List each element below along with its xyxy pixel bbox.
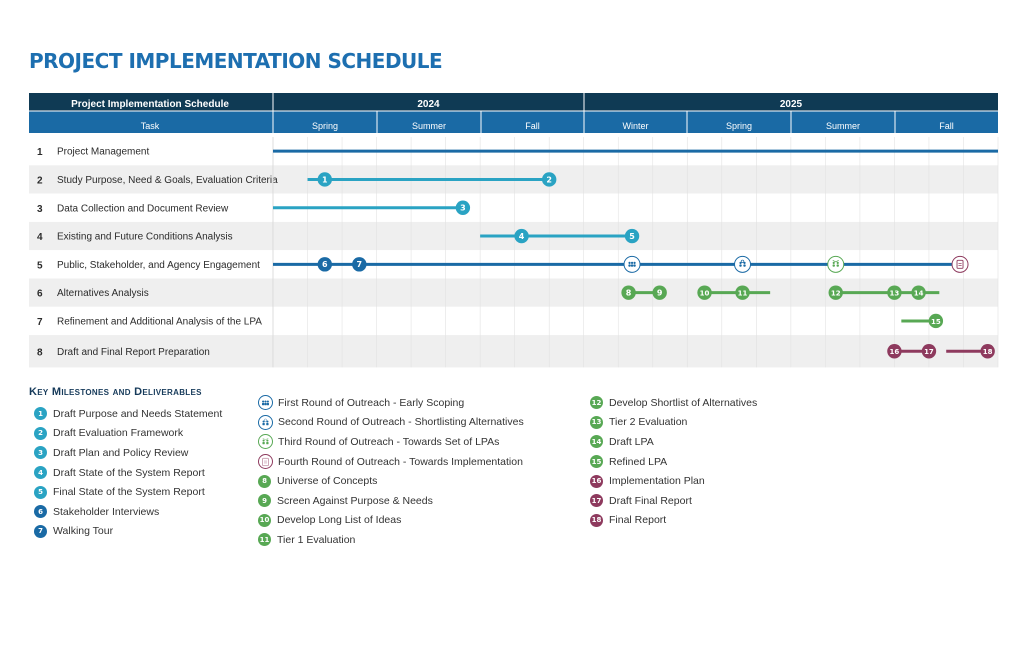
legend-item xyxy=(590,471,757,491)
legend-badge: 10 xyxy=(258,514,271,527)
legend-text: Draft LPA xyxy=(609,435,654,448)
milestone-label: 6 xyxy=(321,260,328,270)
search-people-icon xyxy=(258,415,273,430)
milestone-label: 7 xyxy=(356,260,363,270)
legend-text: Draft Plan and Policy Review xyxy=(53,446,189,459)
legend-item xyxy=(258,471,524,491)
people-icon xyxy=(258,395,273,410)
legend-badge: 13 xyxy=(590,416,603,429)
legend-item xyxy=(34,482,222,502)
legend-badge: 8 xyxy=(258,475,271,488)
page-title: PROJECT IMPLEMENTATION SCHEDULE xyxy=(29,49,443,73)
milestone-label: 15 xyxy=(930,317,941,326)
legend-column-3 xyxy=(590,393,757,530)
year-2025: 2025 xyxy=(779,99,803,110)
milestone-label: 5 xyxy=(629,231,635,241)
milestone-label: 3 xyxy=(460,203,466,213)
milestone-label: 13 xyxy=(889,289,900,298)
milestone-label: 14 xyxy=(913,289,924,298)
milestone-icon-marker xyxy=(952,256,968,272)
legend-item xyxy=(34,502,222,522)
legend-badge: 5 xyxy=(34,486,47,499)
legend-badge: 9 xyxy=(258,494,271,507)
legend-item xyxy=(590,393,757,413)
milestone-label: 17 xyxy=(924,348,934,357)
legend-item xyxy=(258,393,524,413)
legend-text: Screen Against Purpose & Needs xyxy=(277,494,433,507)
season-label: Summer xyxy=(825,121,861,131)
milestone-label: 4 xyxy=(518,231,525,241)
legend-item xyxy=(590,413,757,433)
legend-item xyxy=(590,452,757,472)
task-number: 8 xyxy=(37,347,43,359)
search-people-icon xyxy=(262,419,268,425)
legend-text: Draft Evaluation Framework xyxy=(53,427,184,440)
legend-text: Second Round of Outreach - Shortlisting Alternatives xyxy=(278,416,524,429)
legend-badge: 11 xyxy=(258,533,271,546)
legend-title: Key Milestones and Deliverables xyxy=(29,386,202,398)
task-number: 6 xyxy=(37,288,43,300)
legend-text: Develop Long List of Ideas xyxy=(277,514,402,527)
legend-item xyxy=(258,432,524,452)
header-label: Project Implementation Schedule xyxy=(71,99,229,110)
task-number: 5 xyxy=(37,260,43,272)
season-label: Winter xyxy=(622,121,649,131)
task-number: 3 xyxy=(37,203,43,215)
legend-text: Walking Tour xyxy=(53,525,114,538)
legend-item xyxy=(590,432,757,452)
legend-item xyxy=(34,522,222,542)
task-name: Refinement and Additional Analysis of the LPA xyxy=(57,316,262,328)
legend-item xyxy=(34,443,222,463)
legend-badge: 2 xyxy=(34,427,47,440)
legend-text: Final Report xyxy=(609,514,667,527)
legend-text: Develop Shortlist of Alternatives xyxy=(609,396,758,409)
legend-item xyxy=(258,511,524,531)
task-name: Study Purpose, Need & Goals, Evaluation Criteria xyxy=(57,174,278,186)
task-number: 1 xyxy=(37,147,43,159)
milestone-label: 12 xyxy=(830,289,841,298)
legend-column-2 xyxy=(258,393,524,550)
milestone-label: 18 xyxy=(982,348,993,357)
season-label: Summer xyxy=(411,121,447,131)
milestone-label: 16 xyxy=(889,348,900,357)
milestone-label: 2 xyxy=(546,175,552,185)
legend-item xyxy=(34,404,222,424)
legend-badge: 14 xyxy=(590,435,603,448)
legend-badge: 6 xyxy=(34,505,47,518)
legend-text: Tier 1 Evaluation xyxy=(277,533,356,546)
legend-badge: 3 xyxy=(34,446,47,459)
legend-text: First Round of Outreach - Early Scoping xyxy=(278,396,465,409)
task-name: Draft and Final Report Preparation xyxy=(57,346,210,358)
legend-badge: 4 xyxy=(34,466,47,479)
legend-item xyxy=(258,530,524,550)
legend-text: Third Round of Outreach - Towards Set of LPAs xyxy=(278,435,500,448)
legend-text: Fourth Round of Outreach - Towards Implementation xyxy=(278,455,523,468)
legend-text: Tier 2 Evaluation xyxy=(609,416,688,429)
lpa-group-icon xyxy=(262,439,268,445)
task-name: Existing and Future Conditions Analysis xyxy=(57,231,233,243)
legend-badge: 15 xyxy=(590,455,603,468)
milestone-label: 8 xyxy=(625,288,632,298)
legend-column-1 xyxy=(34,404,222,541)
legend-text: Draft State of the System Report xyxy=(53,466,205,479)
task-number: 7 xyxy=(37,316,43,328)
lpa-group-icon xyxy=(258,434,273,449)
legend-text: Final State of the System Report xyxy=(53,486,205,499)
milestone-icon-marker xyxy=(735,256,751,272)
legend-text: Draft Final Report xyxy=(609,494,692,507)
legend-item xyxy=(34,424,222,444)
legend-text: Stakeholder Interviews xyxy=(53,505,160,518)
people-icon xyxy=(262,401,269,406)
legend-item xyxy=(590,491,757,511)
season-label: Spring xyxy=(311,121,339,131)
legend-badge: 17 xyxy=(590,494,603,507)
season-label: Spring xyxy=(725,121,753,131)
legend-item xyxy=(590,511,757,531)
season-label: Fall xyxy=(939,121,954,131)
legend-item xyxy=(34,463,222,483)
milestone-icon-marker xyxy=(828,256,844,272)
task-name: Alternatives Analysis xyxy=(57,288,149,300)
milestone-label: 10 xyxy=(699,289,710,298)
task-name: Public, Stakeholder, and Agency Engagement xyxy=(57,259,260,271)
year-2024: 2024 xyxy=(417,99,440,110)
task-column-header: Task xyxy=(140,121,160,131)
legend-badge: 12 xyxy=(590,396,603,409)
task-name: Data Collection and Document Review xyxy=(57,203,229,215)
legend-badge: 16 xyxy=(590,475,603,488)
legend-text: Universe of Concepts xyxy=(277,475,378,488)
legend-badge: 18 xyxy=(590,514,603,527)
legend-badge: 1 xyxy=(34,407,47,420)
clipboard-icon xyxy=(263,458,269,466)
legend-item xyxy=(258,452,524,472)
legend-item xyxy=(258,413,524,433)
task-number: 4 xyxy=(37,232,43,244)
legend-text: Draft Purpose and Needs Statement xyxy=(53,407,223,420)
task-name: Project Management xyxy=(57,146,150,158)
milestone-label: 1 xyxy=(321,175,328,185)
milestone-label: 9 xyxy=(656,288,663,298)
legend-badge: 7 xyxy=(34,525,47,538)
task-number: 2 xyxy=(37,175,43,187)
clipboard-icon xyxy=(258,454,273,469)
season-label: Fall xyxy=(525,121,540,131)
milestone-label: 11 xyxy=(737,289,748,298)
legend-text: Refined LPA xyxy=(609,455,668,468)
legend-text: Implementation Plan xyxy=(609,475,705,488)
legend-item xyxy=(258,491,524,511)
